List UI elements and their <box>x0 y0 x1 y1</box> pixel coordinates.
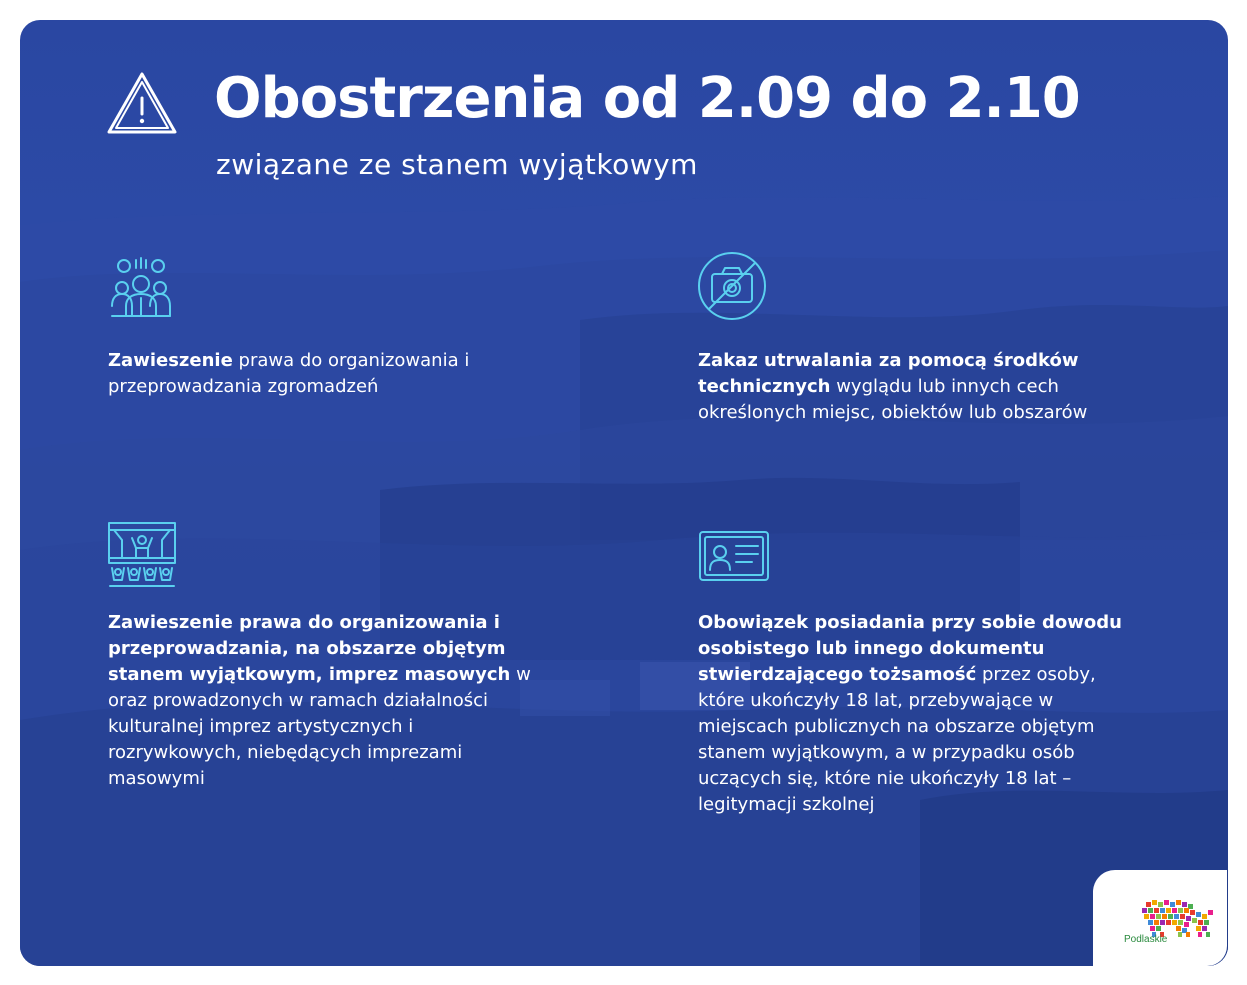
restriction-id-document-text: przez osoby, które ukończyły 18 lat, przebywające w miejscach publicznych na obszarze objętym stanem wyjątkowym, a w przypadku osób uczących się, które nie ukończyły 18 lat – legitymacji szkolnej <box>698 664 1096 815</box>
id-card-icon <box>698 530 770 582</box>
no-camera-icon <box>696 250 768 322</box>
restriction-assemblies-text: prawa do organizowania i przeprowadzania zgromadzeń <box>108 350 470 397</box>
page-subtitle: związane ze stanem wyjątkowym <box>216 148 698 181</box>
restriction-events-text: w oraz prowadzonych w ramach działalności kulturalnej imprez artystycznych i rozrywkowych, niebędących imprezami masowymi <box>108 664 531 789</box>
restriction-recording-bold: Zakaz utrwalania za pomocą środków technicznych <box>698 350 1079 397</box>
page-title: Obostrzenia od 2.09 do 2.10 <box>214 66 1080 131</box>
restriction-recording <box>698 348 1138 426</box>
restriction-recording-text: wyglądu lub innych cech określonych miejsc, obiektów lub obszarów <box>698 376 1088 423</box>
logo-label: Podlaskie <box>1124 934 1168 945</box>
restriction-events <box>108 610 548 792</box>
warning-icon <box>106 70 178 136</box>
infographic-card <box>20 20 1228 966</box>
restriction-events-bold: Zawieszenie prawa do organizowania i przeprowadzania, na obszarze objętym stanem wyjątkowym, imprez masowych <box>108 612 511 685</box>
restriction-id-document-bold: Obowiązek posiadania przy sobie dowodu osobistego lub innego dokumentu stwierdzającego tożsamość <box>698 612 1122 685</box>
restriction-id-document <box>698 610 1138 818</box>
restriction-assemblies <box>108 348 568 400</box>
stage-icon <box>106 520 178 592</box>
restriction-assemblies-bold: Zawieszenie <box>108 350 233 371</box>
bison-logo-icon <box>1140 898 1216 938</box>
crowd-icon <box>106 254 176 320</box>
